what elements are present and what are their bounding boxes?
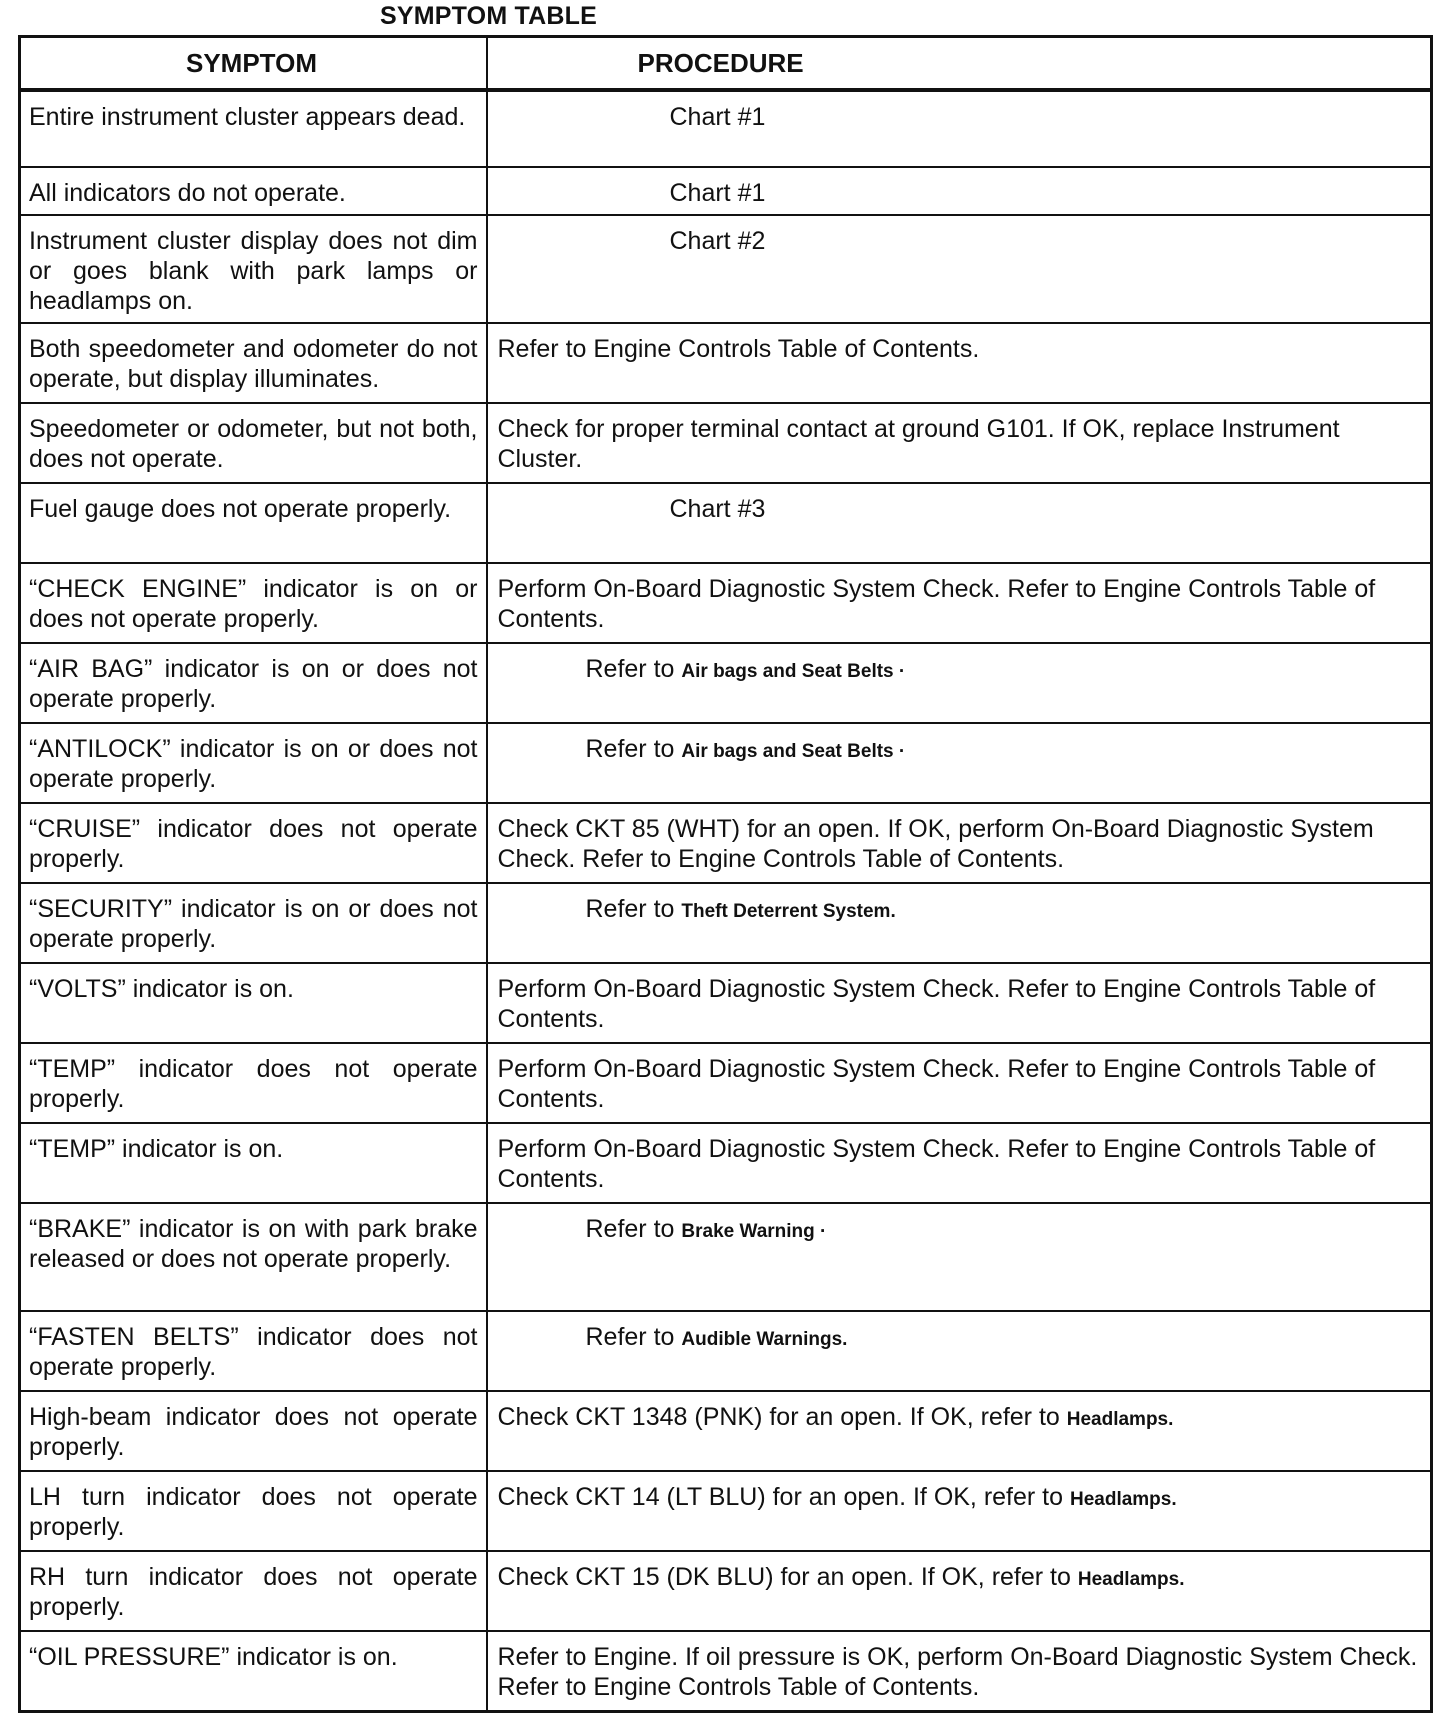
symptom-cell: “VOLTS” indicator is on.	[20, 963, 487, 1043]
symptom-cell: Speedometer or odometer, but not both, does not operate.	[20, 403, 487, 483]
procedure-reference: Air bags and Seat Belts ·	[681, 661, 906, 682]
procedure-text: Refer to	[585, 895, 675, 923]
procedure-cell: Check for proper terminal contact at ground G101. If OK, replace Instrument Cluster.	[487, 403, 1432, 483]
symptom-cell: Both speedometer and odometer do not operate, but display illuminates.	[20, 323, 487, 403]
symptom-table	[18, 35, 1433, 1713]
procedure-text: Refer to	[585, 735, 675, 763]
procedure-text: Check CKT 14 (LT BLU) for an open. If OK, refer to	[497, 1483, 1064, 1511]
table-row	[20, 1391, 1432, 1471]
symptom-cell: RH turn indicator does not operate properly.	[20, 1551, 487, 1631]
table-row	[20, 723, 1432, 803]
table-row	[20, 1311, 1432, 1391]
procedure-text: Refer to	[585, 655, 675, 683]
procedure-cell	[487, 883, 1432, 963]
procedure-reference: Headlamps.	[1066, 1409, 1174, 1430]
procedure-cell: Perform On-Board Diagnostic System Check. Refer to Engine Controls Table of Contents.	[487, 1123, 1432, 1203]
table-row	[20, 403, 1432, 483]
procedure-text: Refer to	[585, 1215, 675, 1243]
procedure-reference: Brake Warning ·	[681, 1221, 827, 1242]
procedure-cell	[487, 1311, 1432, 1391]
procedure-cell	[487, 1551, 1432, 1631]
table-row	[20, 167, 1432, 215]
procedure-column-header: PROCEDURE	[487, 37, 1432, 91]
symptom-cell: “OIL PRESSURE” indicator is on.	[20, 1631, 487, 1712]
symptom-cell: “CHECK ENGINE” indicator is on or does not operate properly.	[20, 563, 487, 643]
table-row	[20, 1471, 1432, 1551]
table-row	[20, 1631, 1432, 1712]
symptom-cell: Instrument cluster display does not dim or goes blank with park lamps or headlamps on.	[20, 215, 487, 323]
symptom-cell: “SECURITY” indicator is on or does not operate properly.	[20, 883, 487, 963]
procedure-cell: Chart #3	[487, 483, 1432, 563]
procedure-cell: Chart #2	[487, 215, 1432, 323]
procedure-reference: Headlamps.	[1069, 1489, 1177, 1510]
table-row	[20, 643, 1432, 723]
table-row	[20, 215, 1432, 323]
procedure-cell	[487, 1203, 1432, 1311]
table-row	[20, 883, 1432, 963]
procedure-text: Check CKT 1348 (PNK) for an open. If OK, refer to	[497, 1403, 1060, 1431]
table-row	[20, 563, 1432, 643]
procedure-cell	[487, 723, 1432, 803]
procedure-reference: Headlamps.	[1077, 1569, 1185, 1590]
procedure-cell: Check CKT 85 (WHT) for an open. If OK, perform On-Board Diagnostic System Check. Refer to Engine Controls Table of Contents.	[487, 803, 1432, 883]
procedure-cell: Refer to Engine. If oil pressure is OK, perform On-Board Diagnostic System Check. Refer to Engine Controls Table of Contents.	[487, 1631, 1432, 1712]
table-row	[20, 90, 1432, 167]
procedure-cell	[487, 1471, 1432, 1551]
procedure-reference: Air bags and Seat Belts ·	[681, 741, 906, 762]
procedure-cell: Perform On-Board Diagnostic System Check. Refer to Engine Controls Table of Contents.	[487, 963, 1432, 1043]
procedure-reference: Theft Deterrent System.	[681, 901, 896, 922]
symptom-cell: Entire instrument cluster appears dead.	[20, 90, 487, 167]
symptom-cell: “FASTEN BELTS” indicator does not operate properly.	[20, 1311, 487, 1391]
procedure-cell: Refer to Engine Controls Table of Contents.	[487, 323, 1432, 403]
procedure-cell: Chart #1	[487, 90, 1432, 167]
page-title: SYMPTOM TABLE	[380, 2, 597, 30]
procedure-cell: Perform On-Board Diagnostic System Check. Refer to Engine Controls Table of Contents.	[487, 1043, 1432, 1123]
symptom-cell: “AIR BAG” indicator is on or does not operate properly.	[20, 643, 487, 723]
table-row	[20, 483, 1432, 563]
header-row	[20, 37, 1432, 91]
symptom-column-header: SYMPTOM	[20, 37, 487, 91]
table-row	[20, 1043, 1432, 1123]
procedure-cell: Chart #1	[487, 167, 1432, 215]
symptom-cell: “TEMP” indicator does not operate properly.	[20, 1043, 487, 1123]
symptom-cell: “CRUISE” indicator does not operate properly.	[20, 803, 487, 883]
symptom-cell: High-beam indicator does not operate properly.	[20, 1391, 487, 1471]
symptom-cell: LH turn indicator does not operate properly.	[20, 1471, 487, 1551]
symptom-cell: “ANTILOCK” indicator is on or does not operate properly.	[20, 723, 487, 803]
table-row	[20, 1551, 1432, 1631]
table-row	[20, 323, 1432, 403]
symptom-cell: “BRAKE” indicator is on with park brake released or does not operate properly.	[20, 1203, 487, 1311]
table-row	[20, 803, 1432, 883]
procedure-text: Refer to	[585, 1323, 675, 1351]
table-row	[20, 1123, 1432, 1203]
symptom-cell: All indicators do not operate.	[20, 167, 487, 215]
procedure-cell	[487, 1391, 1432, 1471]
symptom-cell: Fuel gauge does not operate properly.	[20, 483, 487, 563]
table-row	[20, 1203, 1432, 1311]
procedure-reference: Audible Warnings.	[681, 1329, 848, 1350]
procedure-text: Check CKT 15 (DK BLU) for an open. If OK, refer to	[497, 1563, 1071, 1591]
symptom-cell: “TEMP” indicator is on.	[20, 1123, 487, 1203]
procedure-cell: Perform On-Board Diagnostic System Check. Refer to Engine Controls Table of Contents.	[487, 563, 1432, 643]
table-row	[20, 963, 1432, 1043]
procedure-cell	[487, 643, 1432, 723]
